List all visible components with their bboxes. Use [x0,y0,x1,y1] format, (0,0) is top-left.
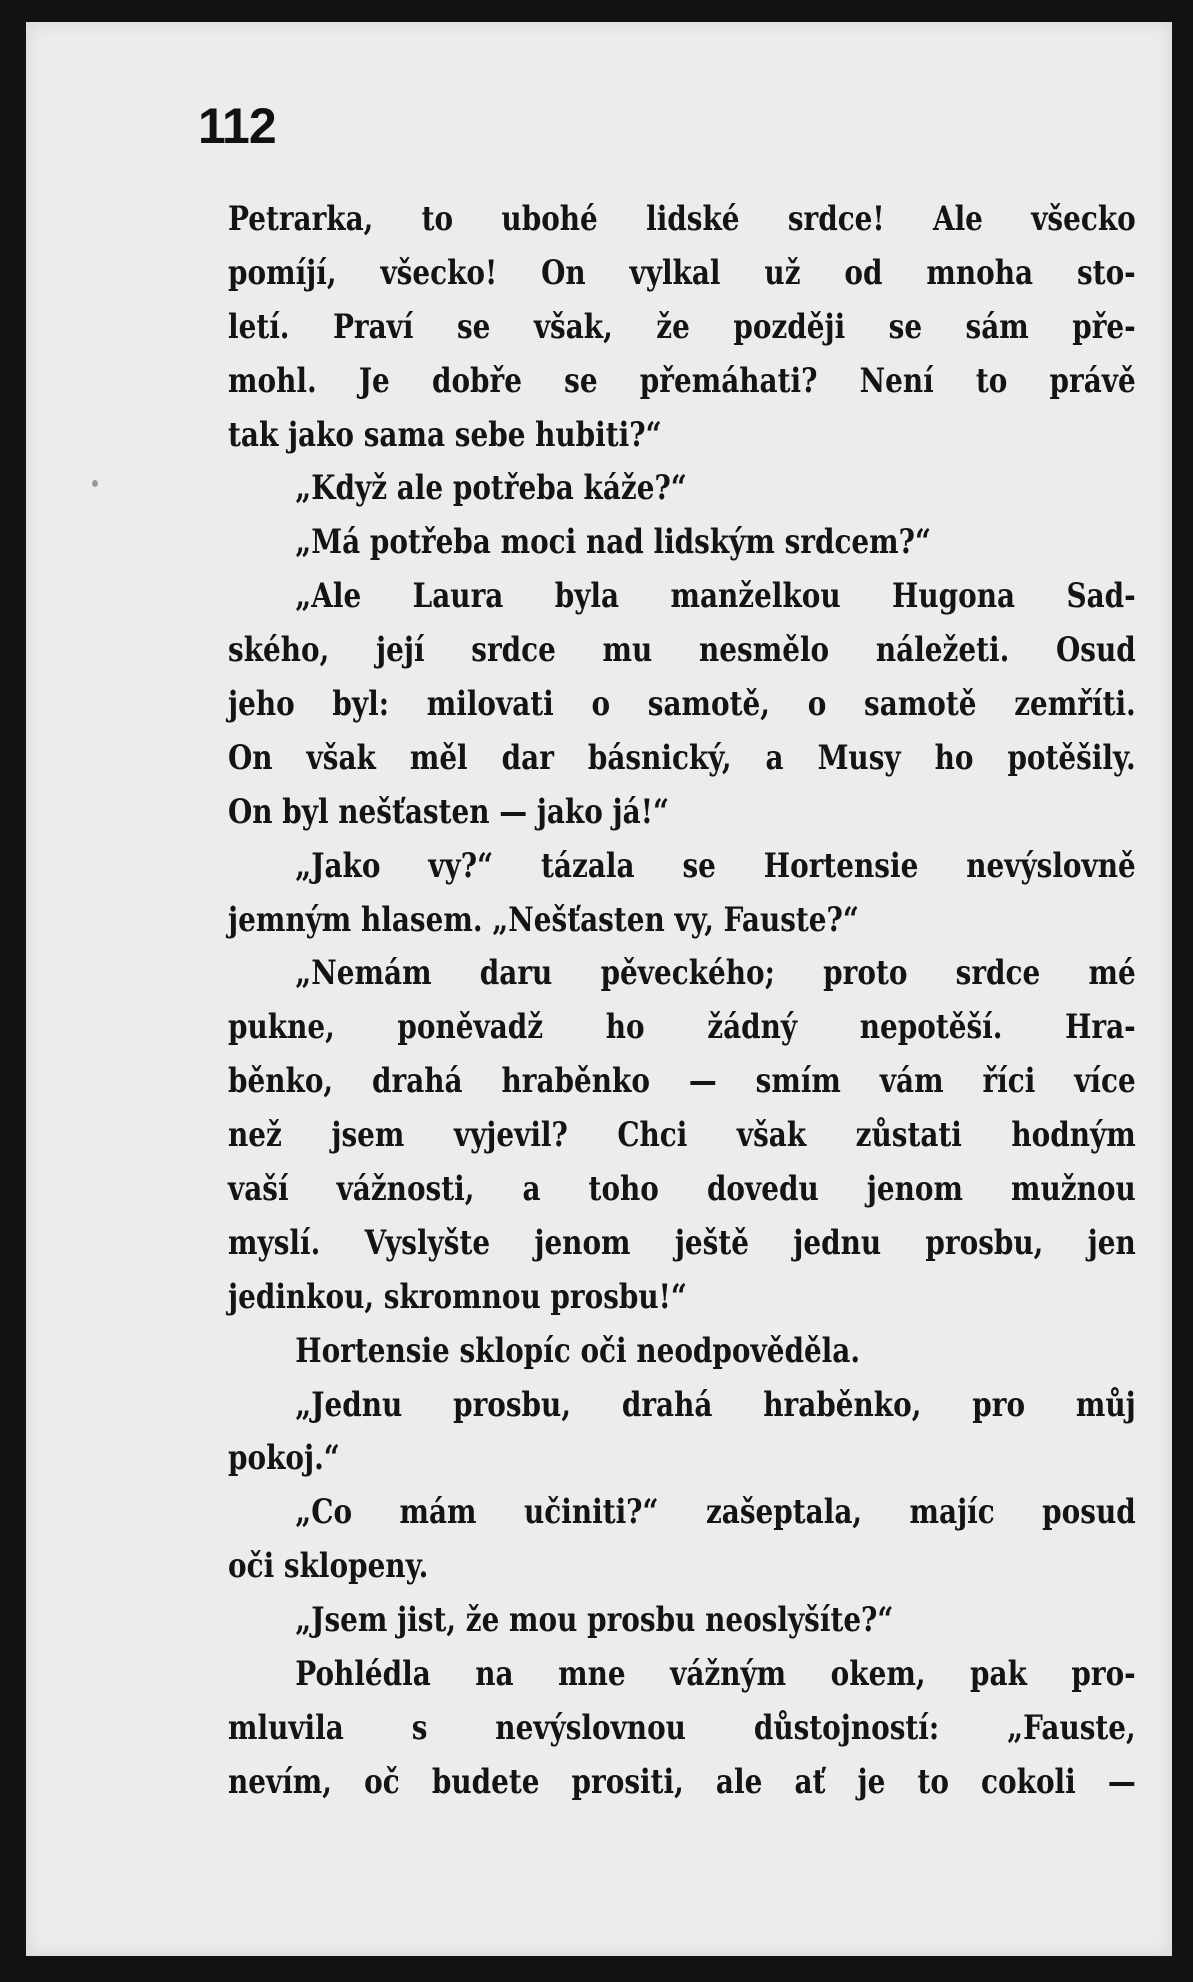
text-line: „Když ale potřeba káže?“ [295,468,687,509]
text-line: mluvila s nevýslovnou důstojností: „Fauste, [228,1707,1136,1748]
text-line: „Nemám daru pěveckého; proto srdce mé [295,953,1136,994]
text-line: oči sklopeny. [228,1546,429,1587]
text-line: jemným hlasem. „Nešťasten vy, Fauste?“ [228,899,859,940]
text-line: vaší vážnosti, a toho dovedu jenom mužnou [228,1169,1136,1210]
text-line: nevím, oč budete prositi, ale ať je to cokoli — [228,1761,1136,1802]
text-line: letí. Praví se však, že později se sám pře- [228,306,1136,347]
text-line: pomíjí, všecko! On vylkal už od mnoha sto- [228,252,1136,293]
text-line: jeho byl: milovati o samotě, o samotě zemříti. [228,684,1136,725]
text-line: „Jsem jist, že mou prosbu neoslyšíte?“ [295,1600,894,1641]
text-line: ského, její srdce mu nesmělo náležeti. Osud [228,630,1136,671]
text-line: On však měl dar básnický, a Musy ho potěšily. [228,737,1136,778]
text-line: „Co mám učiniti?“ zašeptala, majíc posud [295,1492,1136,1533]
text-line: mohl. Je dobře se přemáhati? Není to právě [228,360,1136,401]
text-line: pokoj.“ [228,1438,340,1479]
text-line: „Má potřeba moci nad lidským srdcem?“ [295,522,932,563]
text-line: „Jako vy?“ tázala se Hortensie nevýslovně [295,845,1136,886]
body-text [228,193,1136,1810]
text-line: běnko, drahá hraběnko — smím vám říci více [228,1061,1136,1102]
text-line: Hortensie sklopíc oči neodpověděla. [295,1330,861,1371]
paper-speck [92,480,98,487]
text-line: On byl nešťasten — jako já!“ [228,791,669,832]
text-line: pukne, poněvadž ho žádný nepotěší. Hra- [228,1007,1136,1048]
text-line: Pohlédla na mne vážným okem, pak pro- [295,1654,1136,1695]
page-number: 112 [198,98,276,154]
text-line: „Jednu prosbu, drahá hraběnko, pro můj [295,1384,1136,1425]
text-line: „Ale Laura byla manželkou Hugona Sad- [295,576,1136,617]
text-line: než jsem vyjevil? Chci však zůstati hodným [228,1115,1136,1156]
text-line: jedinkou, skromnou prosbu!“ [228,1276,687,1317]
text-line: Petrarka, to ubohé lidské srdce! Ale všecko [228,199,1136,239]
text-line: myslí. Vyslyšte jenom ještě jednu prosbu, jen [228,1222,1136,1263]
text-line: tak jako sama sebe hubiti?“ [228,414,662,455]
